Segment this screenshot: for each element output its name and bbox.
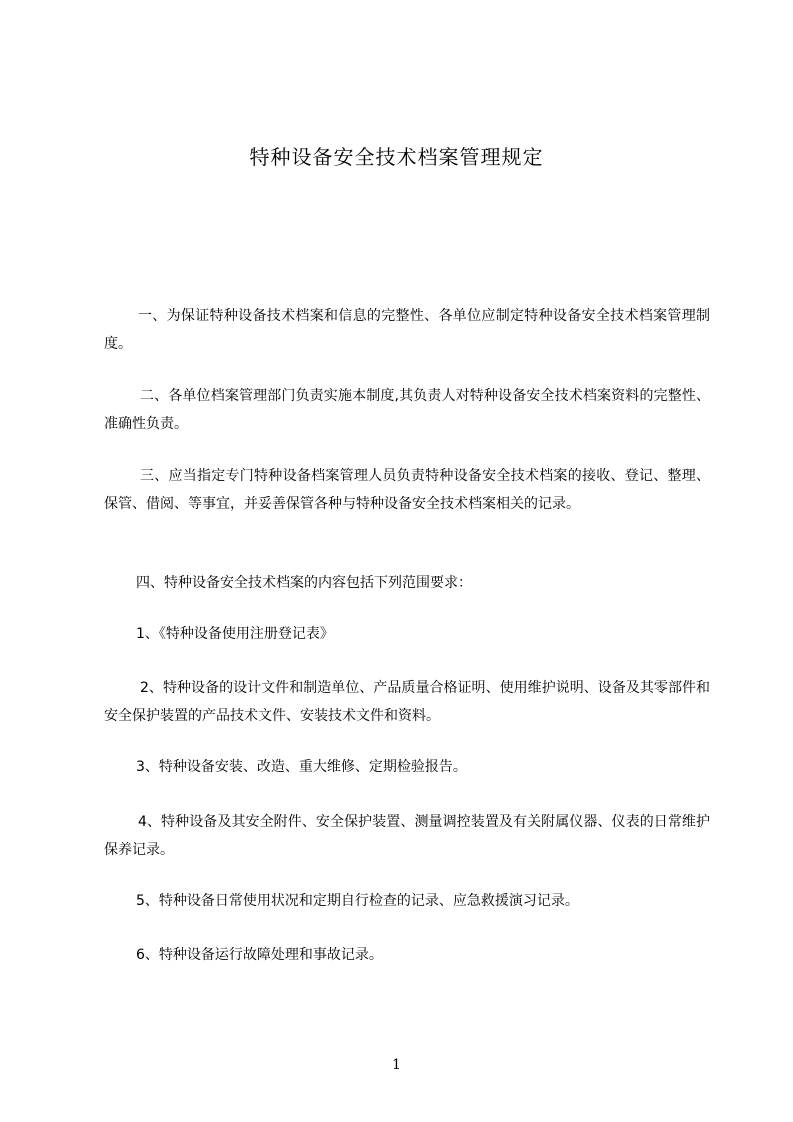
document-title: 特种设备安全技术档案管理规定 bbox=[249, 145, 544, 169]
paragraph-3: 三、应当指定专门特种设备档案管理人员负责特种设备安全技术档案的接收、登记、整理、保管、借阅、等事宜，并妥善保管各种与特种设备安全技术档案相关的记录。 bbox=[104, 468, 710, 512]
list-item-1: 1、《特种设备使用注册登记表》 bbox=[136, 626, 334, 642]
list-item-6: 6、特种设备运行故障处理和事故记录。 bbox=[136, 947, 383, 963]
paragraph-2: 二、各单位档案管理部门负责实施本制度,其负责人对特种设备安全技术档案资料的完整性、准确性负责。 bbox=[104, 388, 710, 432]
list-item-3: 3、特种设备安装、改造、重大维修、定期检验报告。 bbox=[136, 759, 467, 775]
list-item-5: 5、特种设备日常使用状况和定期自行检查的记录、应急救援演习记录。 bbox=[136, 893, 579, 909]
page-number: 1 bbox=[392, 1057, 401, 1073]
list-item-4: 4、特种设备及其安全附件、安全保护装置、测量调控装置及有关附属仪器、仪表的日常维护保养记录。 bbox=[104, 814, 710, 858]
list-item-2: 2、特种设备的设计文件和制造单位、产品质量合格证明、使用维护说明、设备及其零部件和安全保护装置的产品技术文件、安装技术文件和资料。 bbox=[104, 680, 710, 724]
paragraph-1: 一、为保证特种设备技术档案和信息的完整性、各单位应制定特种设备安全技术档案管理制度。 bbox=[104, 308, 710, 352]
paragraph-4: 四、特种设备安全技术档案的内容包括下列范围要求： bbox=[136, 575, 472, 591]
